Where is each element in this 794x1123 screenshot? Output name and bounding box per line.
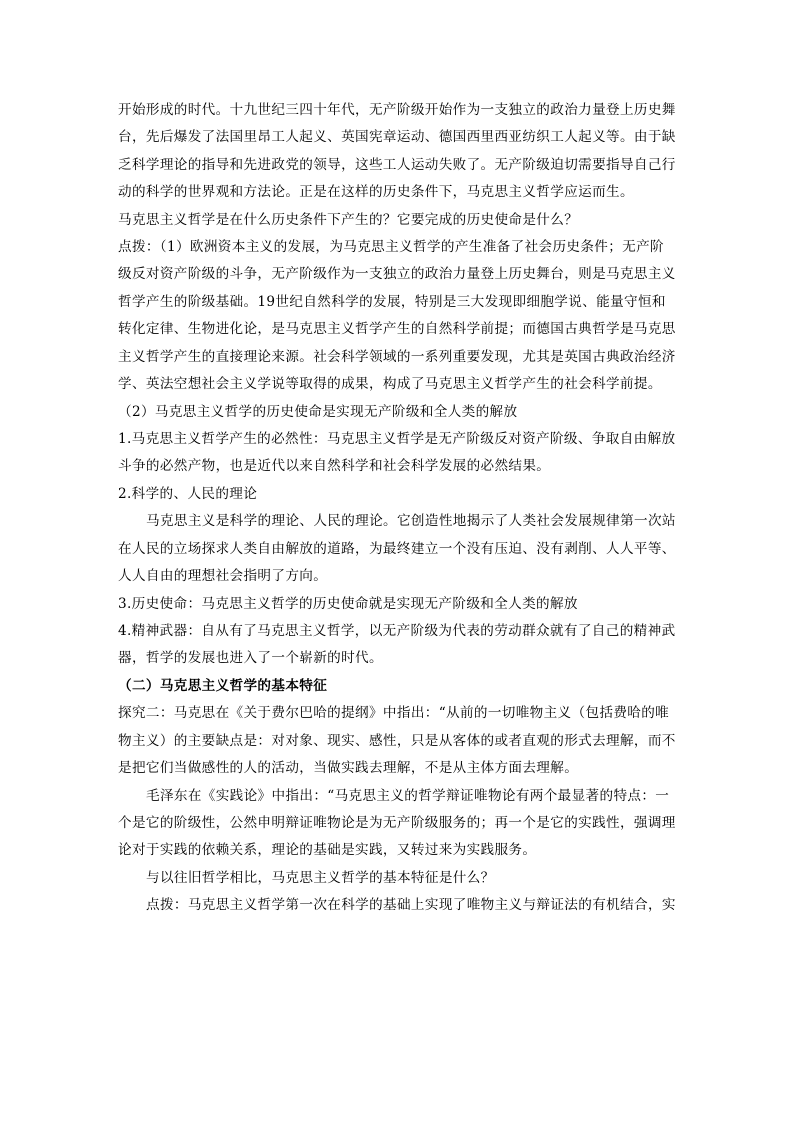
paragraph-line: 斗争的必然产物，也是近代以来自然科学和社会科学发展的必然结果。 — [118, 458, 551, 474]
paragraph-line: 3.历史使命：马克思主义哲学的历史使命就是实现无产阶级和全人类的解放 — [118, 596, 578, 612]
paragraph-line: 在人民的立场探求人类自由解放的道路，为最终建立一个没有压迫、没有剥削、人人平等、 — [118, 541, 676, 557]
paragraph-line: 2.科学的、人民的理论 — [118, 486, 258, 502]
question-line: 马克思主义哲学是在什么历史条件下产生的？它要完成的历史使命是什么？ — [118, 212, 579, 228]
paragraph-line: 开始形成的时代。十九世纪三四十年代，无产阶级开始作为一支独立的政治力量登上历史舞 — [118, 102, 676, 118]
paragraph-line: 转化定律、生物进化论，是马克思主义哲学产生的自然科学前提；而德国古典哲学是马克思 — [118, 321, 676, 337]
paragraph-line: 毛泽东在《实践论》中指出：“马克思主义的哲学辩证唯物论有两个最显著的特点：一 — [146, 788, 670, 804]
paragraph-line: 个是它的阶级性，公然申明辩证唯物论是为无产阶级服务的；再一个是它的实践性，强调理 — [118, 815, 676, 831]
paragraph-line: （2）马克思主义哲学的历史使命是实现无产阶级和全人类的解放 — [118, 404, 518, 420]
paragraph-line: 物主义）的主要缺点是：对对象、现实、感性，只是从客体的或者直观的形式去理解，而不 — [118, 733, 676, 749]
paragraph-line: 级反对资产阶级的斗争，无产阶级作为一支独立的政治力量登上历史舞台，则是马克思主义 — [118, 266, 676, 282]
paragraph-line: 4.精神武器：自从有了马克思主义哲学，以无产阶级为代表的劳动群众就有了自己的精神武 — [118, 623, 676, 639]
paragraph-line: 台，先后爆发了法国里昂工人起义、英国宪章运动、德国西里西亚纺织工人起义等。由于缺 — [118, 129, 676, 145]
paragraph-line: 动的科学的世界观和方法论。正是在这样的历史条件下，马克思主义哲学应运而生。 — [118, 184, 634, 200]
paragraph-line: 主义哲学产生的直接理论来源。社会科学领域的一系列重要发现，尤其是英国古典政治经济 — [118, 349, 676, 365]
paragraph-line: 探究二：马克思在《关于费尔巴哈的提纲》中指出：“从前的一切唯物主义（包括费哈的唯 — [118, 705, 670, 721]
paragraph-line: 是把它们当做感性的人的活动，当做实践去理解，不是从主体方面去理解。 — [118, 760, 579, 776]
paragraph-line: 点拨：（1）欧洲资本主义的发展，为马克思主义哲学的产生准备了社会历史条件；无产阶 — [118, 239, 665, 255]
paragraph-line: 学、英法空想社会主义学说等取得的成果，构成了马克思主义哲学产生的社会科学前提。 — [118, 376, 662, 392]
paragraph-line: 乏科学理论的指导和先进政党的领导，这些工人运动失败了。无产阶级迫切需要指导自己行 — [118, 157, 676, 173]
paragraph-line: 论对于实践的依赖关系，理论的基础是实践，又转过来为实践服务。 — [118, 842, 537, 858]
paragraph-line: 器，哲学的发展也进入了一个崭新的时代。 — [118, 650, 383, 666]
paragraph-line: 点拨：马克思主义哲学第一次在科学的基础上实现了唯物主义与辩证法的有机结合，实 — [146, 897, 676, 913]
paragraph-line: 1.马克思主义哲学产生的必然性：马克思主义哲学是无产阶级反对资产阶级、争取自由解放 — [118, 431, 676, 447]
paragraph-line: 马克思主义是科学的理论、人民的理论。它创造性地揭示了人类社会发展规律第一次站 — [146, 513, 676, 529]
question-line: 与以往旧哲学相比，马克思主义哲学的基本特征是什么？ — [146, 870, 495, 886]
paragraph-line: 哲学产生的阶级基础。19世纪自然科学的发展，特别是三大发现即细胞学说、能量守恒和 — [118, 294, 666, 310]
paragraph-line: 人人自由的理想社会指明了方向。 — [118, 568, 328, 584]
section-heading: （二）马克思主义哲学的基本特征 — [118, 678, 328, 694]
